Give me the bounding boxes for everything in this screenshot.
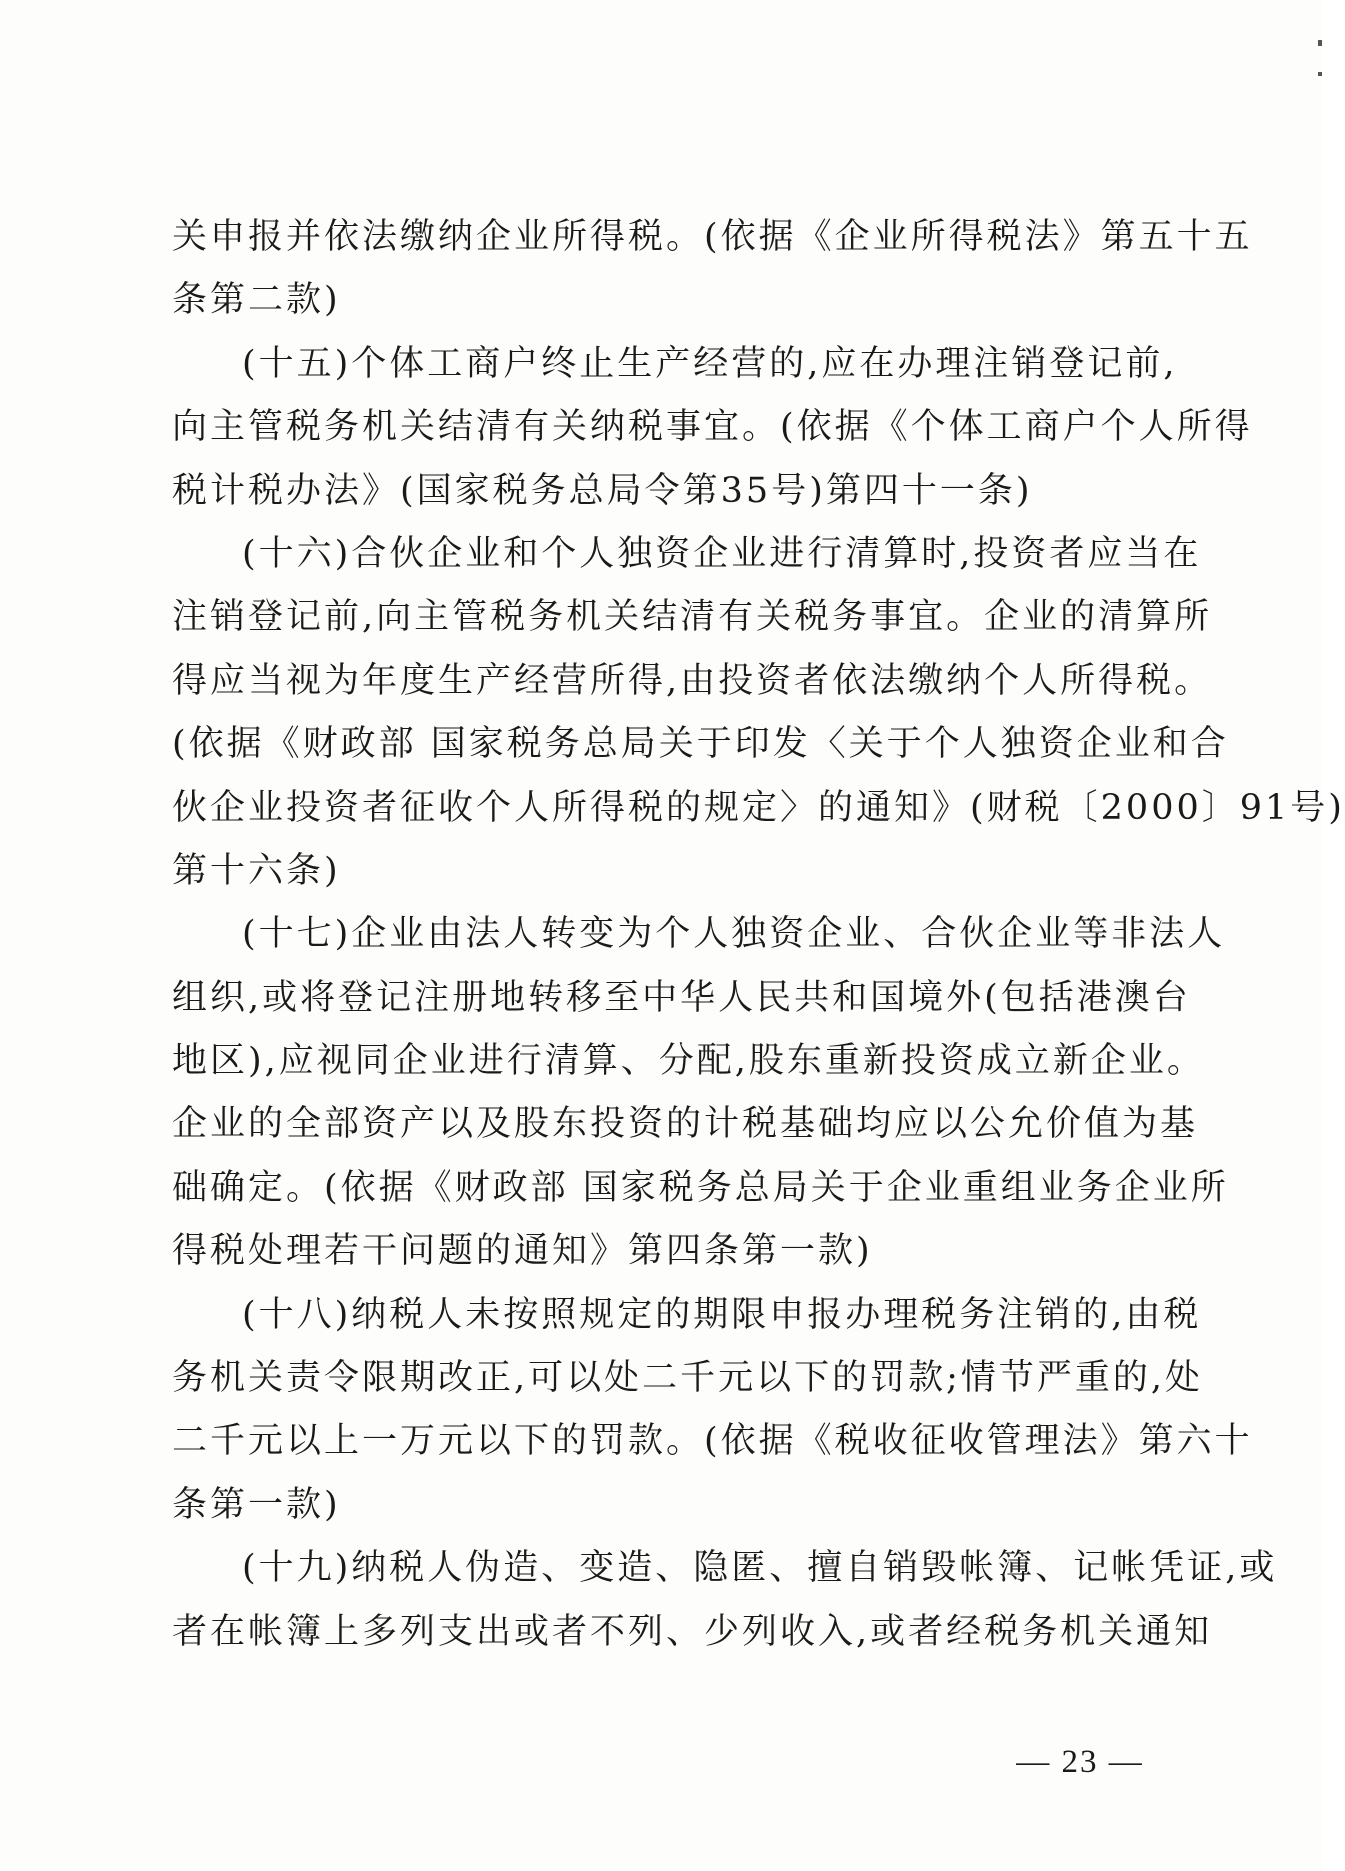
scan-edge-mark	[1318, 72, 1322, 76]
text-line: 得应当视为年度生产经营所得,由投资者依法缴纳个人所得税。	[172, 660, 1213, 701]
text-line: 础确定。(依据《财政部 国家税务总局关于企业重组业务企业所	[172, 1167, 1229, 1208]
text-line: (十六)合伙企业和个人独资企业进行清算时,投资者应当在	[242, 533, 1202, 574]
paragraph	[172, 903, 1229, 1283]
text-line: 组织,或将登记注册地转移至中华人民共和国境外(包括港澳台	[172, 977, 1191, 1018]
paragraph	[172, 206, 1253, 333]
text-line: 地区),应视同企业进行清算、分配,股东重新投资成立新企业。	[172, 1041, 1205, 1082]
text-line: 者在帐簿上多列支出或者不列、少列收入,或者经税务机关通知	[172, 1611, 1213, 1652]
page-number: — 23 —	[1016, 1744, 1144, 1780]
text-line: (十八)纳税人未按照规定的期限申报办理税务注销的,由税	[242, 1294, 1202, 1335]
text-line: 条第一款)	[172, 1484, 341, 1525]
text-line: (十九)纳税人伪造、变造、隐匿、擅自销毁帐簿、记帐凭证,或	[242, 1548, 1278, 1589]
paragraph	[172, 1284, 1253, 1538]
paragraph	[172, 523, 1345, 903]
text-line: 条第二款)	[172, 280, 341, 321]
text-line: 第十六条)	[172, 850, 341, 891]
text-line: 注销登记前,向主管税务机关结清有关税务事宜。企业的清算所	[172, 597, 1213, 638]
document-body	[172, 206, 1345, 1664]
text-line: 二千元以上一万元以下的罚款。(依据《税收征收管理法》第六十	[172, 1421, 1253, 1462]
text-line: 得税处理若干问题的通知》第四条第一款)	[172, 1231, 873, 1272]
text-line: (十七)企业由法人转变为个人独资企业、合伙企业等非法人	[242, 914, 1226, 955]
text-line: (十五)个体工商户终止生产经营的,应在办理注销登记前,	[242, 343, 1178, 384]
paragraph	[172, 1537, 1278, 1664]
text-line: 向主管税务机关结清有关纳税事宜。(依据《个体工商户个人所得	[172, 407, 1253, 448]
text-line: 企业的全部资产以及股东投资的计税基础均应以公允价值为基	[172, 1104, 1199, 1145]
text-line: (依据《财政部 国家税务总局关于印发〈关于个人独资企业和合	[172, 724, 1229, 765]
text-line: 务机关责令限期改正,可以处二千元以下的罚款;情节严重的,处	[172, 1358, 1204, 1399]
text-line: 税计税办法》(国家税务总局令第35号)第四十一条)	[172, 470, 1033, 511]
scan-edge-mark	[1318, 40, 1322, 46]
paragraph	[172, 333, 1253, 523]
text-line: 伙企业投资者征收个人所得税的规定〉的通知》(财税〔2000〕91号)	[172, 787, 1345, 828]
text-line: 关申报并依法缴纳企业所得税。(依据《企业所得税法》第五十五	[172, 217, 1253, 257]
